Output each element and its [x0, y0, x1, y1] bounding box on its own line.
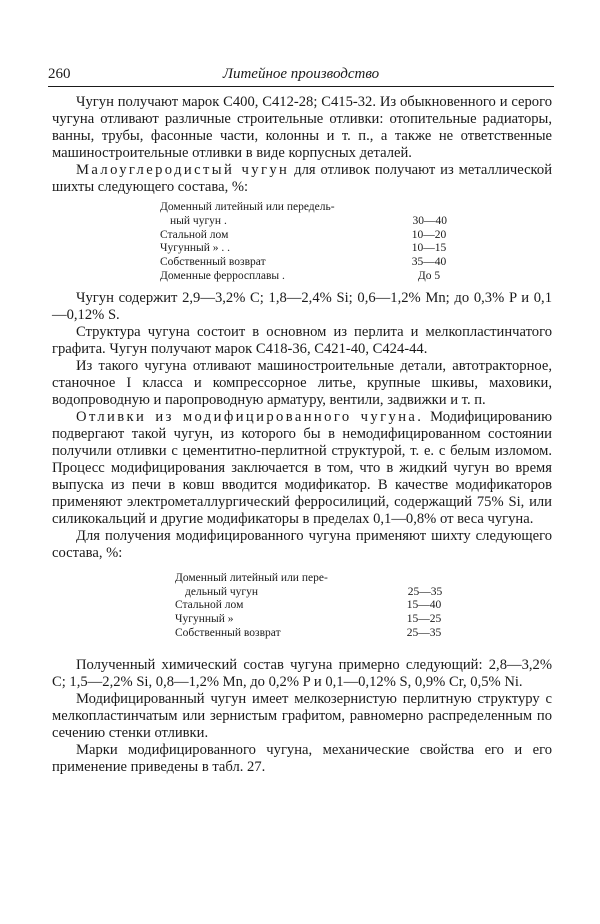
table-row — [175, 572, 457, 600]
component-percent: До 5 — [417, 269, 441, 282]
component-name: Чугунный » . . — [160, 242, 231, 255]
component-name: Собственный возврат — [160, 256, 266, 269]
body-text — [52, 94, 552, 776]
table-row — [160, 201, 460, 229]
component-name: Чугунный » — [175, 613, 234, 626]
component-percent: 10—15 — [411, 242, 447, 255]
table-row — [175, 627, 457, 641]
paragraph: Чугун получают марок С400, С412-28; С415-32. Из обыкновенного и серого чугуна отливают различные строительные отливки: отопительные радиаторы, ванны, трубы, фасонные части, колонны и т. п., а также не ответственные машиностроительные отливки в виде корпусных деталей. — [52, 94, 552, 161]
component-name: Доменный литейный или передель- — [160, 201, 335, 213]
paragraph-text: для отливок получают из металлической шихты следующего состава, %: — [52, 162, 553, 195]
paragraph: Для получения модифицированного чугуна применяют шихту следующего состава, %: — [52, 527, 552, 561]
table-row — [160, 256, 460, 270]
component-percent: 15—40 — [406, 599, 442, 612]
component-percent: 15—25 — [406, 613, 442, 626]
component-name: Стальной лом — [160, 228, 229, 241]
spaced-term: Малоуглеродистый чугун — [76, 162, 290, 178]
component-name: Собственный возврат — [175, 626, 281, 639]
paragraph: Структура чугуна состоит в основном из перлита и мелкопластинчатого графита. Чугун получают марок С418-36, С421-40, С424-44. — [52, 323, 552, 357]
component-name: ный чугун . — [170, 214, 227, 227]
component-percent: 30—40 — [412, 214, 447, 227]
paragraph-low-carbon-iron — [52, 162, 552, 196]
table-row — [160, 242, 460, 256]
component-percent: 10—20 — [411, 228, 447, 241]
component-name: Доменные ферросплавы . — [160, 269, 285, 282]
page-number: 260 — [48, 66, 71, 82]
running-title: Литейное производство — [222, 66, 380, 82]
component-percent: 25—35 — [407, 585, 443, 598]
paragraph: Из такого чугуна отливают машиностроительные детали, автотракторное, станочное I класса и компрессорное литье, крупные шкивы, маховики, водопроводную и паропроводную арматуру, вентили, задвижки и т. п. — [52, 357, 552, 408]
table-row — [175, 613, 457, 627]
charge-composition-table-2 — [175, 572, 457, 641]
component-percent: 35—40 — [411, 256, 447, 269]
component-name: Стальной лом — [175, 599, 244, 612]
component-percent: 25—35 — [406, 626, 442, 639]
paragraph-modified-iron — [52, 409, 552, 528]
paragraph: Марки модифицированного чугуна, механические свойства его и его применение приведены в табл. 27. — [52, 741, 552, 775]
component-name: Доменный литейный или пере- — [175, 571, 328, 584]
table-row — [160, 229, 460, 243]
component-name: дельный чугун — [185, 585, 259, 598]
charge-composition-table-1 — [160, 201, 460, 284]
table-row — [175, 599, 457, 613]
spaced-term: Отливки из модифицированного чугуна. — [76, 408, 424, 425]
page-header — [48, 64, 554, 87]
paragraph-text: Модифицированию подвергают такой чугун, из которого бы в немодифицированном состоянии получили отливки с цементитно-перлитной структурой, т. е. с белым изломом. Процесс модифицирования заключается в том, что в жидкий чугун во время выпуска из печи в ковш вводится модификатор. В качестве модификаторов применяют электрометаллургический ферросилиций, содержащий 75% Si, или силикокальций и другие модификаторы в пределах 0,1—0,8% от веса чугуна. — [52, 408, 552, 527]
table-row — [160, 270, 460, 284]
paragraph: Чугун содержит 2,9—3,2% С; 1,8—2,4% Si; 0,6—1,2% Mn; до 0,3% P и 0,1—0,12% S. — [52, 289, 552, 323]
paragraph: Модифицированный чугун имеет мелкозернистую перлитную структуру с мелкопластинчатым или зернистым графитом, равномерно распределенным по сечению стенки отливки. — [52, 690, 552, 741]
paragraph: Полученный химический состав чугуна примерно следующий: 2,8—3,2% С; 1,5—2,2% Si, 0,8—1,2% Mn, до 0,2% P и 0,1—0,12% S, 0,9% Cr, 0,5% Ni. — [52, 656, 552, 690]
